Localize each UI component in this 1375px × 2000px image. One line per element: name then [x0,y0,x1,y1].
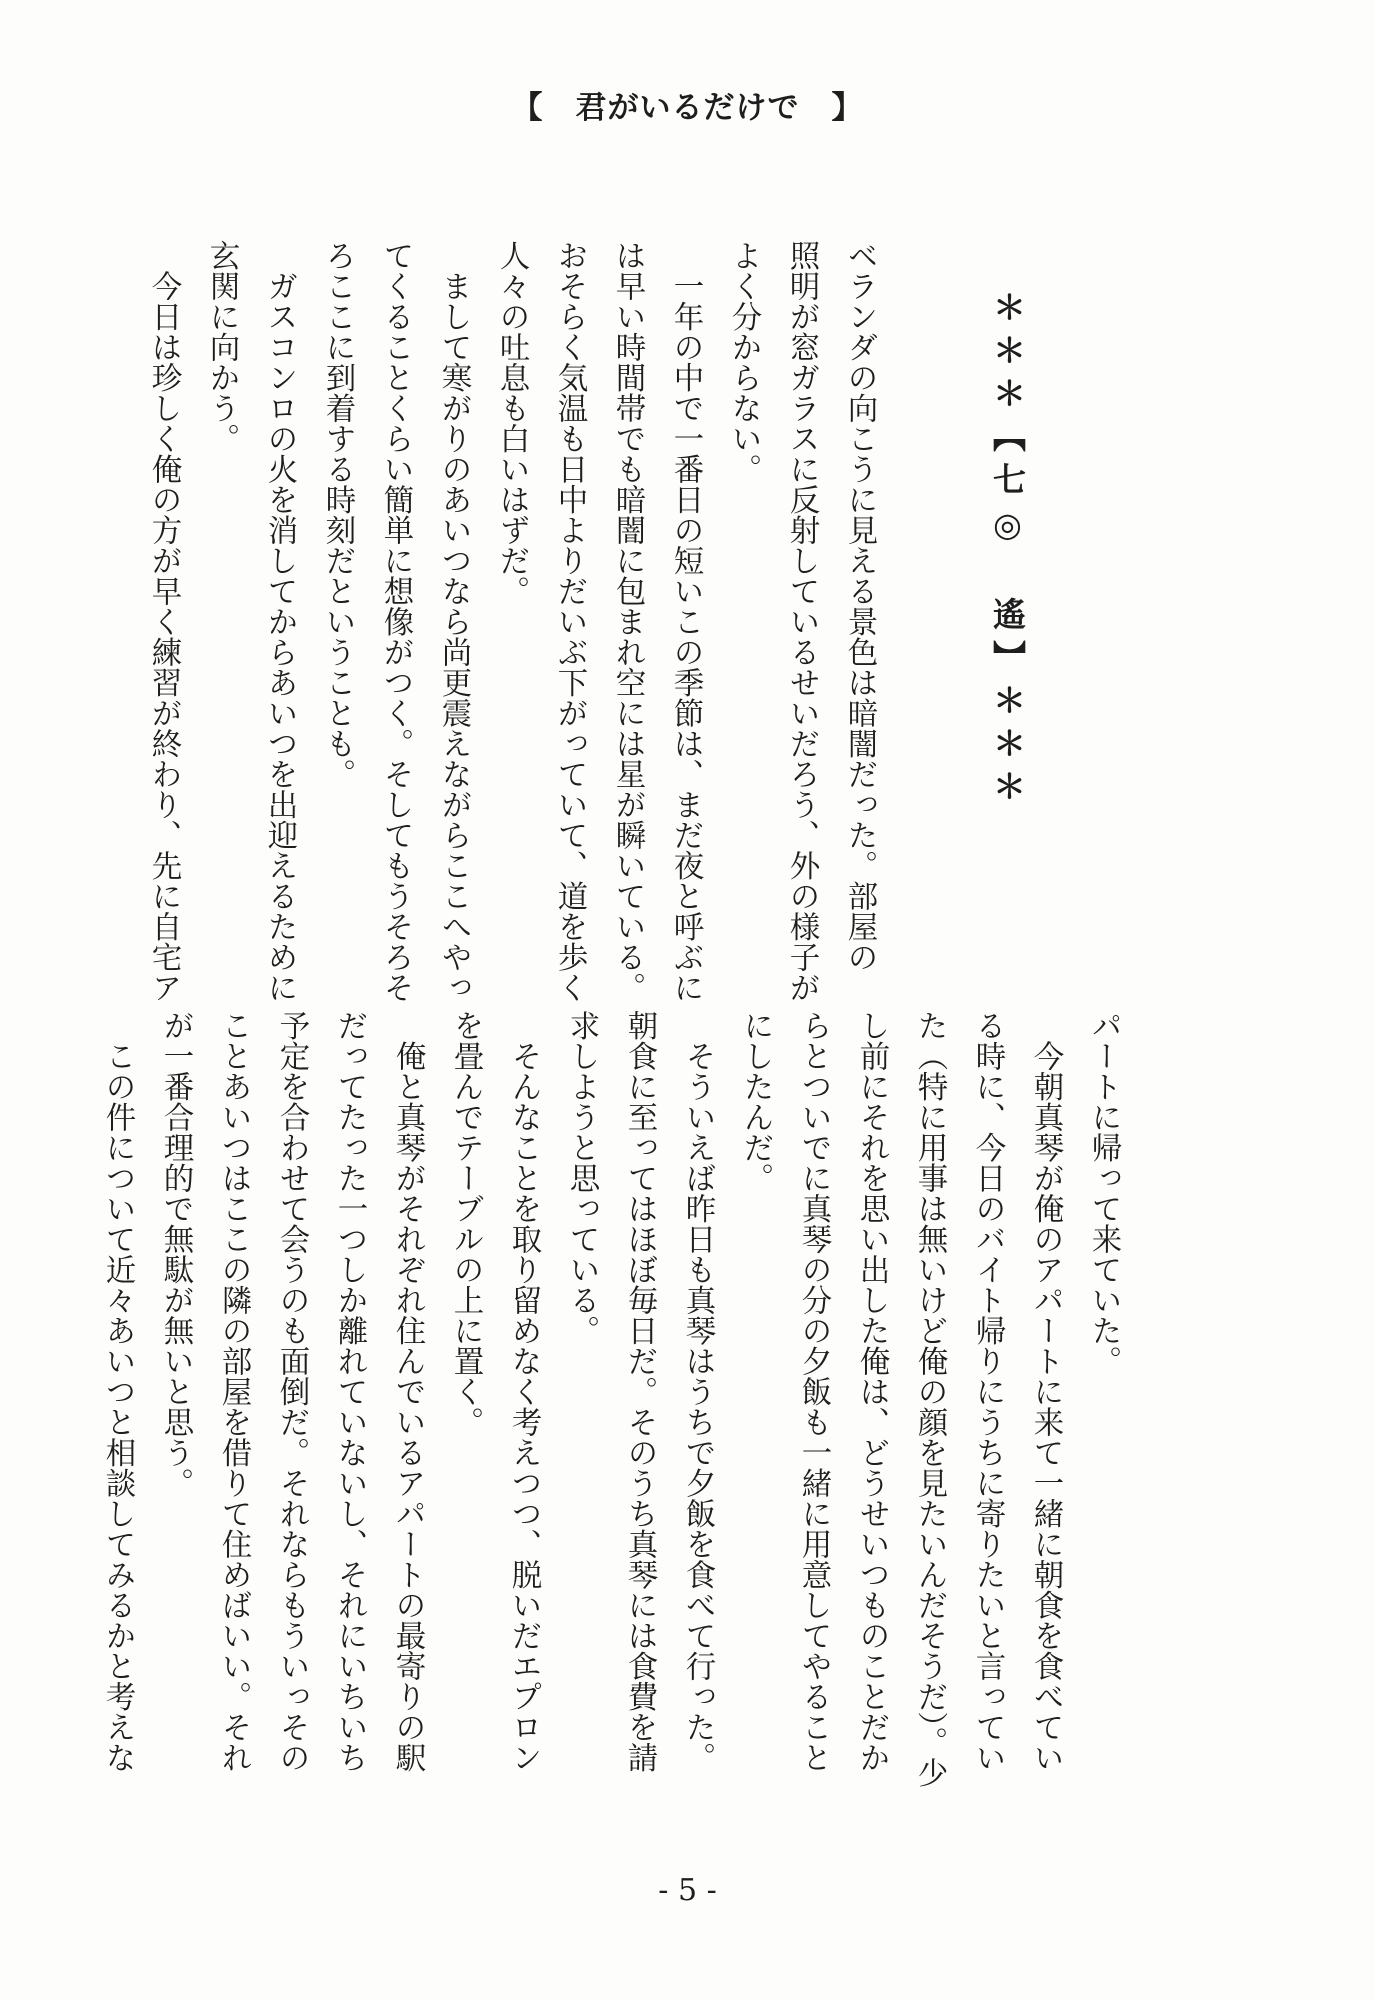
body-column: 人々の吐息も白いはずだ。 [494,240,529,606]
body-column: 予定を合わせて会うのも面倒だ。それならもういっその [274,1010,309,1773]
body-column: らとついでに真琴の分の夕飯も一緒に用意してやること [796,1010,831,1773]
body-column: し前にそれを思い出した俺は、どうせいつものことだか [854,1010,889,1773]
body-column: そういえば昨日も真琴はうちで夕飯を食べて行った。 [680,1010,715,1773]
body-column: 朝食に至ってはほぼ毎日だ。そのうち真琴には食費を請 [622,1010,657,1773]
body-column: にしたんだ。 [738,1010,773,1193]
body-column: この件について近々あいつと相談してみるかと考えな [100,1010,135,1773]
body-column: だってたった一つしか離れていないし、それにいちいち [332,1010,367,1773]
page-number: - 5 - [658,1873,717,1908]
body-column: まして寒がりのあいつなら尚更震えながらここへやっ [436,240,471,1003]
body-column: ベランダの向こうに見える景色は暗闇だった。部屋の [842,240,877,972]
body-column: 求しようと思っている。 [564,1010,599,1346]
body-column: は早い時間帯でも暗闇に包まれ空には星が瞬いている。 [610,240,645,1003]
body-column: 玄関に向かう。 [204,240,239,454]
body-column: ろここに到着する時刻だということも。 [320,240,355,789]
body-column: る時に、今日のバイト帰りにうちに寄りたいと言ってい [970,1010,1005,1773]
body-column: 一年の中で一番日の短いこの季節は、まだ夜と呼ぶに [668,240,703,1003]
body-column: 今日は珍しく俺の方が早く練習が終わり、先に自宅ア [146,240,181,1003]
body-column: 俺と真琴がそれぞれ住んでいるアパートの最寄りの駅 [390,1010,425,1773]
body-column: ガスコンロの火を消してからあいつを出迎えるために [262,240,297,1003]
body-column: てくることくらい簡単に想像がつく。そしてもうそろそ [378,240,413,1003]
body-column: た（特に用事は無いけど俺の顔を見たいんだそうだ）。少 [912,1010,947,1788]
body-column: 今朝真琴が俺のアパートに来て一緒に朝食を食べてい [1028,1010,1063,1773]
body-column: パートに帰って来ていた。 [1086,1010,1121,1376]
body-column: おそらく気温も日中よりだいぶ下がっていて、道を歩く [552,240,587,1003]
body-column: が一番合理的で無駄が無いと思う。 [158,1010,193,1498]
author-byline: ＊＊＊【七◎ 遙】＊＊＊ [988,290,1027,812]
body-column: そんなことを取り留めなく考えつつ、脱いだエプロン [506,1010,541,1773]
body-column: よく分からない。 [726,240,761,484]
body-column: ことあいつはここの隣の部屋を借りて住めばいい。それ [216,1010,251,1773]
body-column: を畳んでテーブルの上に置く。 [448,1010,483,1437]
page-title: 【 君がいるだけで 】 [511,90,864,126]
body-column: 照明が窓ガラスに反射しているせいだろう、外の様子が [784,240,819,1003]
